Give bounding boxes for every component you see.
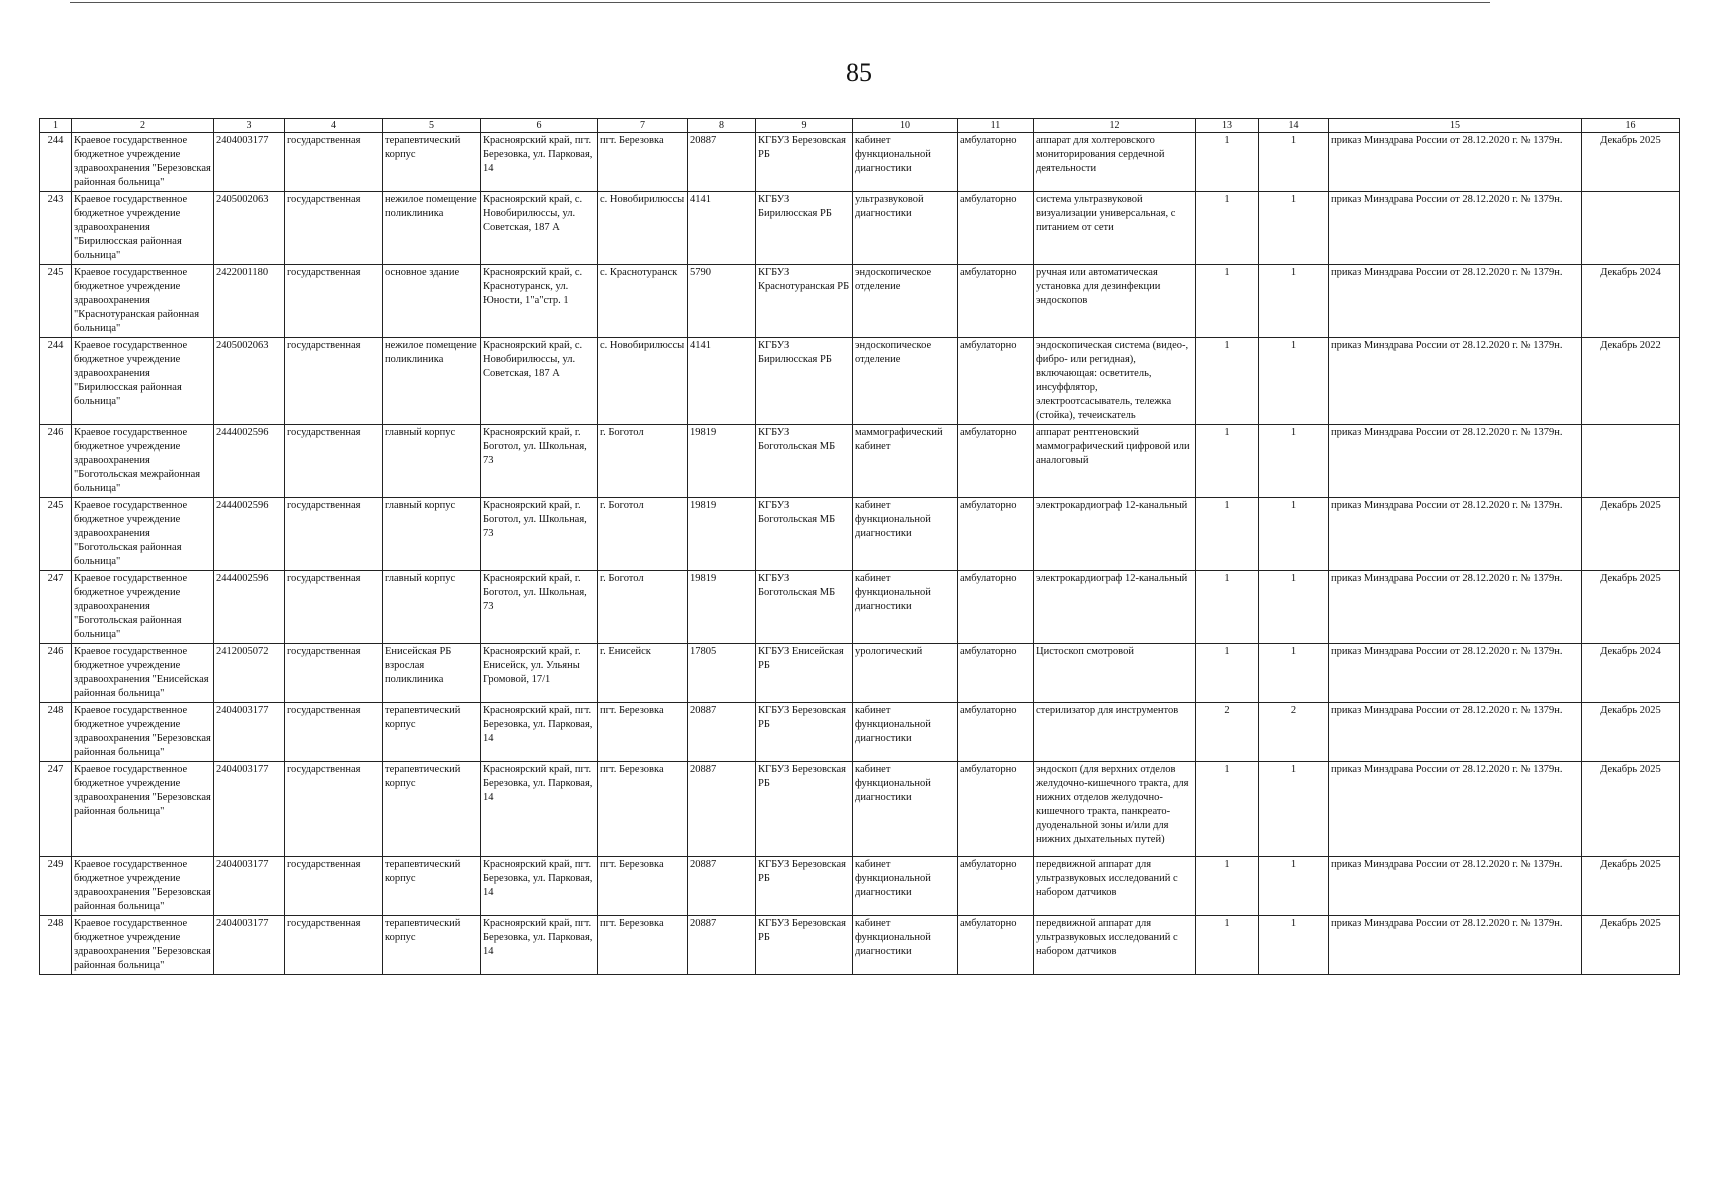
ownership-form-cell: государственная	[285, 133, 383, 192]
care-conditions-cell: амбулаторно	[958, 425, 1034, 498]
column-header-4: 4	[285, 119, 383, 133]
regulatory-basis-cell: приказ Минздрава России от 28.12.2020 г. № 1379н.	[1329, 644, 1582, 703]
care-conditions-cell: амбулаторно	[958, 192, 1034, 265]
table-row	[40, 644, 1680, 703]
inn-cell: 2405002063	[214, 338, 285, 425]
deadline-cell: Декабрь 2025	[1582, 498, 1680, 571]
building-cell: основное здание	[383, 265, 481, 338]
row-number-cell: 249	[40, 857, 72, 916]
quantity-planned-cell: 1	[1259, 762, 1329, 857]
row-number-cell: 244	[40, 133, 72, 192]
department-cell: маммографический кабинет	[853, 425, 958, 498]
deadline-cell: Декабрь 2025	[1582, 857, 1680, 916]
column-header-5: 5	[383, 119, 481, 133]
address-cell: Красноярский край, пгт. Березовка, ул. Парковая, 14	[481, 857, 598, 916]
address-cell: Красноярский край, пгт. Березовка, ул. Парковая, 14	[481, 916, 598, 975]
inn-cell: 2444002596	[214, 425, 285, 498]
care-conditions-cell: амбулаторно	[958, 762, 1034, 857]
building-cell: терапевтический корпус	[383, 133, 481, 192]
column-header-14: 14	[1259, 119, 1329, 133]
locality-cell: пгт. Березовка	[598, 133, 688, 192]
equipment-table	[39, 118, 1680, 975]
department-cell: кабинет функциональной диагностики	[853, 857, 958, 916]
quantity-planned-cell: 2	[1259, 703, 1329, 762]
address-cell: Красноярский край, пгт. Березовка, ул. Парковая, 14	[481, 762, 598, 857]
page-number: 85	[846, 58, 872, 87]
deadline-cell: Декабрь 2025	[1582, 703, 1680, 762]
locality-cell: г. Боготол	[598, 571, 688, 644]
deadline-cell	[1582, 192, 1680, 265]
deadline-cell: Декабрь 2025	[1582, 133, 1680, 192]
address-cell: Красноярский край, с. Новобирилюссы, ул. Советская, 187 А	[481, 192, 598, 265]
quantity-planned-cell: 1	[1259, 644, 1329, 703]
organization-short-name-cell: КГБУЗ Енисейская РБ	[756, 644, 853, 703]
locality-cell: с. Новобирилюссы	[598, 192, 688, 265]
organization-short-name-cell: КГБУЗ Бирилюсская РБ	[756, 338, 853, 425]
ownership-form-cell: государственная	[285, 644, 383, 703]
quantity-planned-cell: 1	[1259, 192, 1329, 265]
quantity-required-cell: 1	[1196, 192, 1259, 265]
row-number-cell: 248	[40, 703, 72, 762]
row-number-cell: 247	[40, 571, 72, 644]
column-header-15: 15	[1329, 119, 1582, 133]
department-cell: урологический	[853, 644, 958, 703]
inn-cell: 2412005072	[214, 644, 285, 703]
regulatory-basis-cell: приказ Минздрава России от 28.12.2020 г. № 1379н.	[1329, 425, 1582, 498]
institution-name-cell: Краевое государственное бюджетное учреждение здравоохранения "Березовская районная больница"	[72, 133, 214, 192]
ownership-form-cell: государственная	[285, 425, 383, 498]
care-conditions-cell: амбулаторно	[958, 644, 1034, 703]
quantity-required-cell: 1	[1196, 571, 1259, 644]
care-conditions-cell: амбулаторно	[958, 338, 1034, 425]
address-cell: Красноярский край, г. Боготол, ул. Школьная, 73	[481, 425, 598, 498]
ownership-form-cell: государственная	[285, 916, 383, 975]
equipment-name-cell: аппарат для холтеровского мониторирования сердечной деятельности	[1034, 133, 1196, 192]
quantity-planned-cell: 1	[1259, 425, 1329, 498]
organization-short-name-cell: КГБУЗ Краснотуранская РБ	[756, 265, 853, 338]
quantity-planned-cell: 1	[1259, 338, 1329, 425]
organization-short-name-cell: КГБУЗ Боготольская МБ	[756, 425, 853, 498]
population-cell: 5790	[688, 265, 756, 338]
quantity-required-cell: 2	[1196, 703, 1259, 762]
deadline-cell: Декабрь 2022	[1582, 338, 1680, 425]
equipment-name-cell: электрокардиограф 12-канальный	[1034, 571, 1196, 644]
column-header-6: 6	[481, 119, 598, 133]
building-cell: главный корпус	[383, 571, 481, 644]
locality-cell: пгт. Березовка	[598, 857, 688, 916]
ownership-form-cell: государственная	[285, 265, 383, 338]
building-cell: нежилое помещение поликлиника	[383, 192, 481, 265]
regulatory-basis-cell: приказ Минздрава России от 28.12.2020 г. № 1379н.	[1329, 498, 1582, 571]
quantity-required-cell: 1	[1196, 916, 1259, 975]
department-cell: кабинет функциональной диагностики	[853, 916, 958, 975]
table-row	[40, 338, 1680, 425]
row-number-cell: 246	[40, 425, 72, 498]
population-cell: 20887	[688, 133, 756, 192]
table-row	[40, 192, 1680, 265]
address-cell: Красноярский край, с. Новобирилюссы, ул. Советская, 187 А	[481, 338, 598, 425]
table-row	[40, 703, 1680, 762]
address-cell: Красноярский край, г. Боготол, ул. Школьная, 73	[481, 571, 598, 644]
organization-short-name-cell: КГБУЗ Березовская РБ	[756, 133, 853, 192]
care-conditions-cell: амбулаторно	[958, 857, 1034, 916]
regulatory-basis-cell: приказ Минздрава России от 28.12.2020 г. № 1379н.	[1329, 857, 1582, 916]
equipment-name-cell: передвижной аппарат для ультразвуковых исследований с набором датчиков	[1034, 857, 1196, 916]
address-cell: Красноярский край, г. Боготол, ул. Школьная, 73	[481, 498, 598, 571]
care-conditions-cell: амбулаторно	[958, 703, 1034, 762]
row-number-cell: 245	[40, 265, 72, 338]
inn-cell: 2404003177	[214, 133, 285, 192]
row-number-cell: 247	[40, 762, 72, 857]
table-row	[40, 133, 1680, 192]
institution-name-cell: Краевое государственное бюджетное учреждение здравоохранения "Березовская районная больница"	[72, 916, 214, 975]
department-cell: эндоскопическое отделение	[853, 265, 958, 338]
organization-short-name-cell: КГБУЗ Березовская РБ	[756, 916, 853, 975]
quantity-planned-cell: 1	[1259, 571, 1329, 644]
locality-cell: пгт. Березовка	[598, 762, 688, 857]
inn-cell: 2405002063	[214, 192, 285, 265]
deadline-cell: Декабрь 2024	[1582, 644, 1680, 703]
table-row	[40, 857, 1680, 916]
organization-short-name-cell: КГБУЗ Березовская РБ	[756, 703, 853, 762]
column-header-9: 9	[756, 119, 853, 133]
population-cell: 20887	[688, 916, 756, 975]
department-cell: кабинет функциональной диагностики	[853, 571, 958, 644]
care-conditions-cell: амбулаторно	[958, 498, 1034, 571]
building-cell: нежилое помещение поликлиника	[383, 338, 481, 425]
deadline-cell: Декабрь 2025	[1582, 762, 1680, 857]
column-header-16: 16	[1582, 119, 1680, 133]
building-cell: терапевтический корпус	[383, 762, 481, 857]
column-header-3: 3	[214, 119, 285, 133]
institution-name-cell: Краевое государственное бюджетное учреждение здравоохранения "Боготольская районная больница"	[72, 498, 214, 571]
population-cell: 20887	[688, 857, 756, 916]
equipment-name-cell: ручная или автоматическая установка для дезинфекции эндоскопов	[1034, 265, 1196, 338]
population-cell: 17805	[688, 644, 756, 703]
quantity-planned-cell: 1	[1259, 265, 1329, 338]
department-cell: эндоскопическое отделение	[853, 338, 958, 425]
population-cell: 20887	[688, 703, 756, 762]
table-row	[40, 425, 1680, 498]
address-cell: Красноярский край, г. Енисейск, ул. Ульяны Громовой, 17/1	[481, 644, 598, 703]
population-cell: 19819	[688, 571, 756, 644]
scan-edge-line	[70, 2, 1490, 3]
department-cell: кабинет функциональной диагностики	[853, 762, 958, 857]
equipment-name-cell: передвижной аппарат для ультразвуковых исследований с набором датчиков	[1034, 916, 1196, 975]
column-header-13: 13	[1196, 119, 1259, 133]
column-header-8: 8	[688, 119, 756, 133]
address-cell: Красноярский край, пгт. Березовка, ул. Парковая, 14	[481, 133, 598, 192]
quantity-planned-cell: 1	[1259, 498, 1329, 571]
care-conditions-cell: амбулаторно	[958, 571, 1034, 644]
inn-cell: 2422001180	[214, 265, 285, 338]
locality-cell: г. Боготол	[598, 498, 688, 571]
deadline-cell: Декабрь 2025	[1582, 916, 1680, 975]
inn-cell: 2444002596	[214, 498, 285, 571]
ownership-form-cell: государственная	[285, 498, 383, 571]
address-cell: Красноярский край, с. Краснотуранск, ул. Юности, 1"а"стр. 1	[481, 265, 598, 338]
row-number-cell: 246	[40, 644, 72, 703]
ownership-form-cell: государственная	[285, 703, 383, 762]
equipment-name-cell: аппарат рентгеновский маммографический цифровой или аналоговый	[1034, 425, 1196, 498]
row-number-cell: 248	[40, 916, 72, 975]
quantity-planned-cell: 1	[1259, 916, 1329, 975]
regulatory-basis-cell: приказ Минздрава России от 28.12.2020 г. № 1379н.	[1329, 916, 1582, 975]
quantity-required-cell: 1	[1196, 857, 1259, 916]
quantity-required-cell: 1	[1196, 762, 1259, 857]
department-cell: кабинет функциональной диагностики	[853, 498, 958, 571]
ownership-form-cell: государственная	[285, 857, 383, 916]
department-cell: ультразвуковой диагностики	[853, 192, 958, 265]
regulatory-basis-cell: приказ Минздрава России от 28.12.2020 г. № 1379н.	[1329, 133, 1582, 192]
organization-short-name-cell: КГБУЗ Боготольская МБ	[756, 498, 853, 571]
row-number-cell: 243	[40, 192, 72, 265]
institution-name-cell: Краевое государственное бюджетное учреждение здравоохранения "Березовская районная больница"	[72, 762, 214, 857]
organization-short-name-cell: КГБУЗ Березовская РБ	[756, 857, 853, 916]
institution-name-cell: Краевое государственное бюджетное учреждение здравоохранения "Березовская районная больница"	[72, 703, 214, 762]
column-header-7: 7	[598, 119, 688, 133]
population-cell: 4141	[688, 338, 756, 425]
ownership-form-cell: государственная	[285, 192, 383, 265]
quantity-planned-cell: 1	[1259, 133, 1329, 192]
quantity-required-cell: 1	[1196, 133, 1259, 192]
quantity-required-cell: 1	[1196, 425, 1259, 498]
inn-cell: 2404003177	[214, 703, 285, 762]
ownership-form-cell: государственная	[285, 338, 383, 425]
building-cell: терапевтический корпус	[383, 857, 481, 916]
regulatory-basis-cell: приказ Минздрава России от 28.12.2020 г. № 1379н.	[1329, 338, 1582, 425]
department-cell: кабинет функциональной диагностики	[853, 133, 958, 192]
column-header-11: 11	[958, 119, 1034, 133]
population-cell: 4141	[688, 192, 756, 265]
population-cell: 19819	[688, 498, 756, 571]
table-row	[40, 762, 1680, 857]
locality-cell: с. Новобирилюссы	[598, 338, 688, 425]
institution-name-cell: Краевое государственное бюджетное учреждение здравоохранения "Боготольская районная больница"	[72, 571, 214, 644]
locality-cell: г. Боготол	[598, 425, 688, 498]
locality-cell: пгт. Березовка	[598, 703, 688, 762]
equipment-name-cell: электрокардиограф 12-канальный	[1034, 498, 1196, 571]
care-conditions-cell: амбулаторно	[958, 133, 1034, 192]
address-cell: Красноярский край, пгт. Березовка, ул. Парковая, 14	[481, 703, 598, 762]
care-conditions-cell: амбулаторно	[958, 916, 1034, 975]
column-header-10: 10	[853, 119, 958, 133]
institution-name-cell: Краевое государственное бюджетное учреждение здравоохранения "Березовская районная больница"	[72, 857, 214, 916]
regulatory-basis-cell: приказ Минздрава России от 28.12.2020 г. № 1379н.	[1329, 571, 1582, 644]
population-cell: 20887	[688, 762, 756, 857]
row-number-cell: 244	[40, 338, 72, 425]
inn-cell: 2404003177	[214, 916, 285, 975]
organization-short-name-cell: КГБУЗ Боготольская МБ	[756, 571, 853, 644]
row-number-cell: 245	[40, 498, 72, 571]
quantity-required-cell: 1	[1196, 338, 1259, 425]
ownership-form-cell: государственная	[285, 762, 383, 857]
organization-short-name-cell: КГБУЗ Березовская РБ	[756, 762, 853, 857]
equipment-name-cell: система ультразвуковой визуализации универсальная, с питанием от сети	[1034, 192, 1196, 265]
locality-cell: с. Краснотуранск	[598, 265, 688, 338]
building-cell: главный корпус	[383, 425, 481, 498]
institution-name-cell: Краевое государственное бюджетное учреждение здравоохранения "Бирилюсская районная больница"	[72, 192, 214, 265]
building-cell: терапевтический корпус	[383, 703, 481, 762]
institution-name-cell: Краевое государственное бюджетное учреждение здравоохранения "Боготольская межрайонная больница"	[72, 425, 214, 498]
table-row	[40, 498, 1680, 571]
regulatory-basis-cell: приказ Минздрава России от 28.12.2020 г. № 1379н.	[1329, 265, 1582, 338]
regulatory-basis-cell: приказ Минздрава России от 28.12.2020 г. № 1379н.	[1329, 762, 1582, 857]
table-row	[40, 571, 1680, 644]
quantity-planned-cell: 1	[1259, 857, 1329, 916]
deadline-cell: Декабрь 2025	[1582, 571, 1680, 644]
column-header-2: 2	[72, 119, 214, 133]
department-cell: кабинет функциональной диагностики	[853, 703, 958, 762]
institution-name-cell: Краевое государственное бюджетное учреждение здравоохранения "Енисейская районная больница"	[72, 644, 214, 703]
regulatory-basis-cell: приказ Минздрава России от 28.12.2020 г. № 1379н.	[1329, 703, 1582, 762]
column-header-12: 12	[1034, 119, 1196, 133]
regulatory-basis-cell: приказ Минздрава России от 28.12.2020 г. № 1379н.	[1329, 192, 1582, 265]
organization-short-name-cell: КГБУЗ Бирилюсская РБ	[756, 192, 853, 265]
deadline-cell	[1582, 425, 1680, 498]
equipment-name-cell: эндоскоп (для верхних отделов желудочно-кишечного тракта, для нижних отделов желудочно-кишечного тракта, панкреато-дуоденальной зоны и/или для нижних дыхательных путей)	[1034, 762, 1196, 857]
inn-cell: 2404003177	[214, 857, 285, 916]
building-cell: терапевтический корпус	[383, 916, 481, 975]
locality-cell: г. Енисейск	[598, 644, 688, 703]
inn-cell: 2444002596	[214, 571, 285, 644]
column-number-row	[40, 119, 1680, 133]
deadline-cell: Декабрь 2024	[1582, 265, 1680, 338]
equipment-name-cell: Цистоскоп смотровой	[1034, 644, 1196, 703]
quantity-required-cell: 1	[1196, 265, 1259, 338]
building-cell: Енисейская РБ взрослая поликлиника	[383, 644, 481, 703]
quantity-required-cell: 1	[1196, 644, 1259, 703]
quantity-required-cell: 1	[1196, 498, 1259, 571]
population-cell: 19819	[688, 425, 756, 498]
column-header-1: 1	[40, 119, 72, 133]
equipment-name-cell: стерилизатор для инструментов	[1034, 703, 1196, 762]
institution-name-cell: Краевое государственное бюджетное учреждение здравоохранения "Краснотуранская районная больница"	[72, 265, 214, 338]
table-row	[40, 916, 1680, 975]
care-conditions-cell: амбулаторно	[958, 265, 1034, 338]
equipment-name-cell: эндоскопическая система (видео-, фибро- или регидная), включающая: осветитель, инсуффлятор, электроотсасыватель, тележка (стойка), течеискатель	[1034, 338, 1196, 425]
building-cell: главный корпус	[383, 498, 481, 571]
table-row	[40, 265, 1680, 338]
locality-cell: пгт. Березовка	[598, 916, 688, 975]
ownership-form-cell: государственная	[285, 571, 383, 644]
institution-name-cell: Краевое государственное бюджетное учреждение здравоохранения "Бирилюсская районная больница"	[72, 338, 214, 425]
inn-cell: 2404003177	[214, 762, 285, 857]
